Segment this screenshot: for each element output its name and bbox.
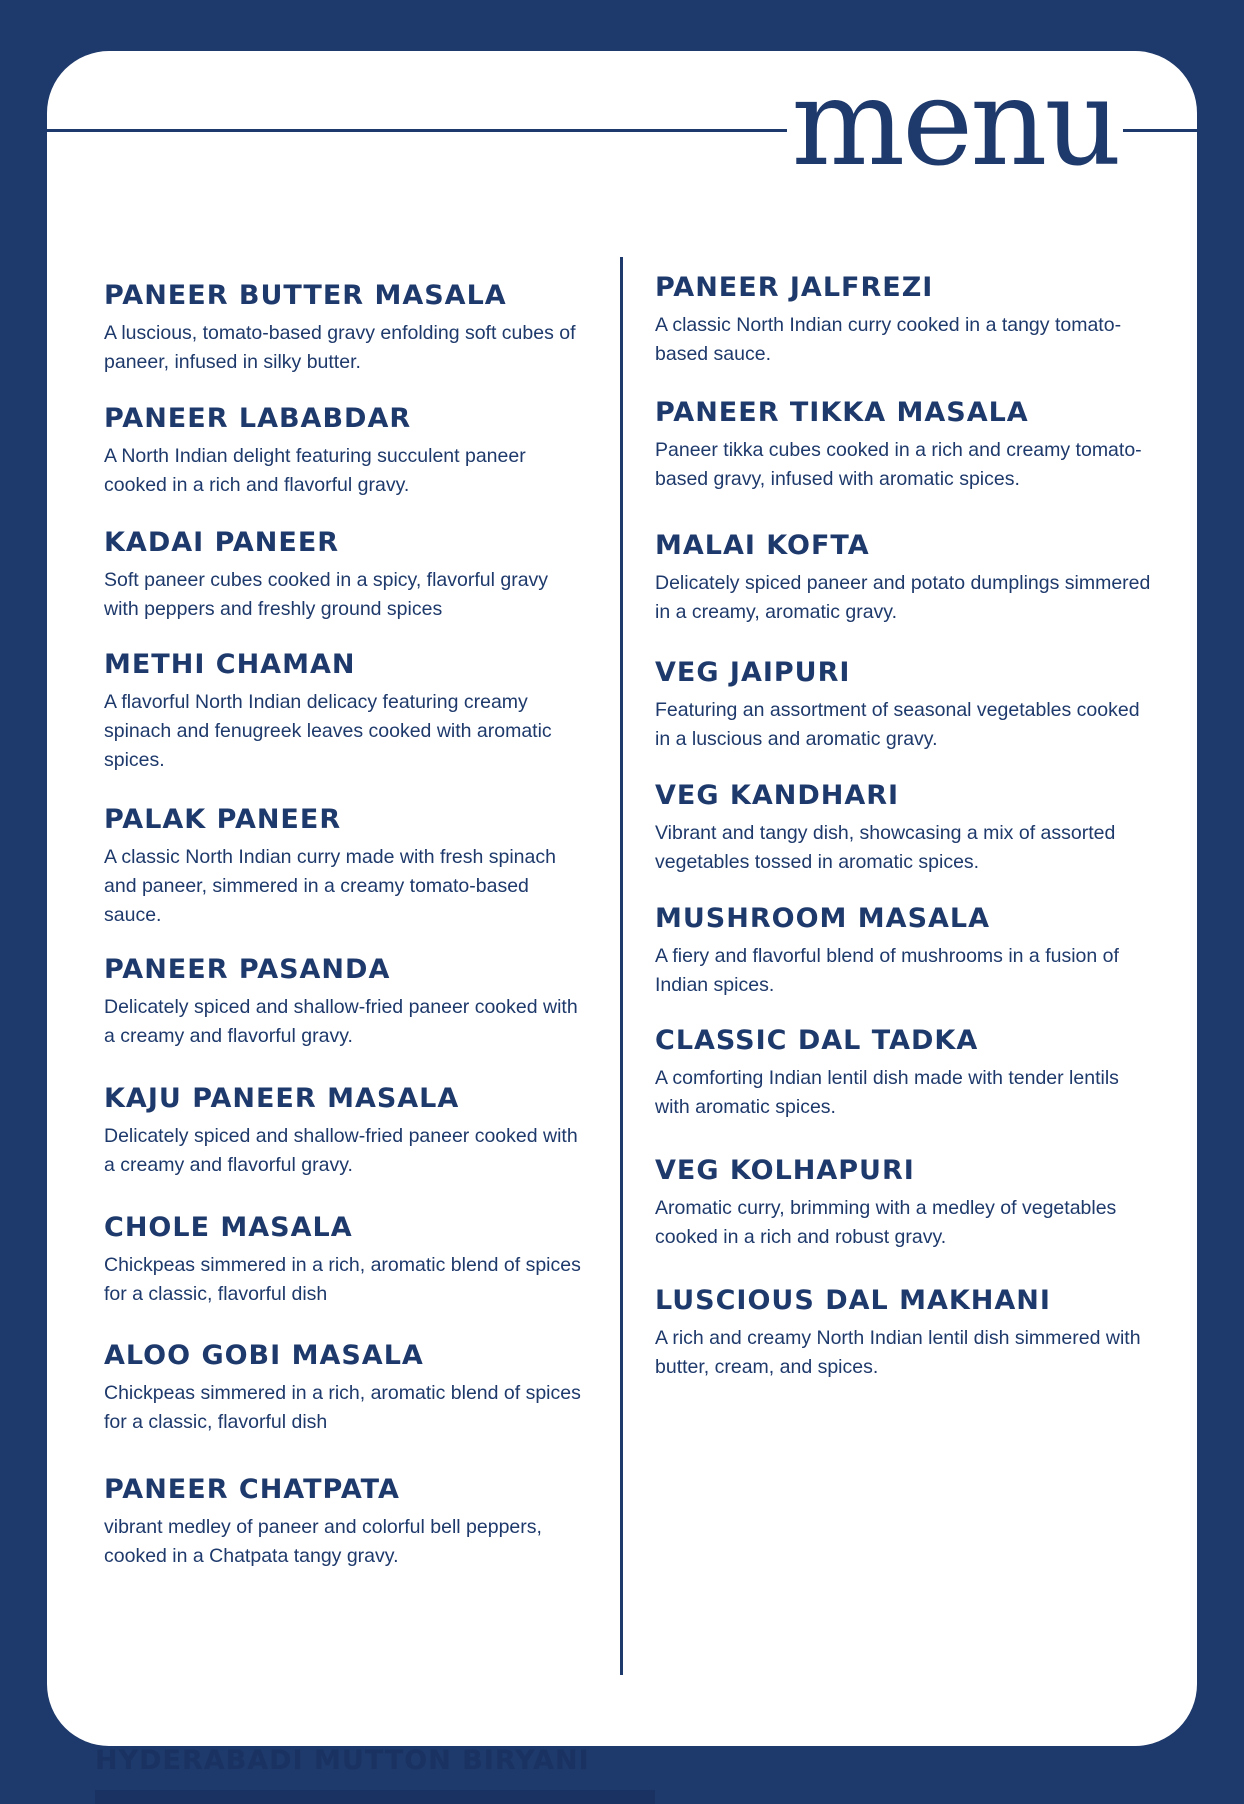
menu-item-description: Featuring an assortment of seasonal vegetables cooked in a luscious and aromatic gravy. <box>655 699 1140 750</box>
menu-item <box>104 1211 584 1309</box>
menu-item <box>655 656 1155 754</box>
menu-item-name: VEG KANDHARI <box>655 780 900 811</box>
menu-item-name: METHI CHAMAN <box>104 649 356 680</box>
menu-item <box>104 1473 584 1571</box>
menu-item <box>655 1154 1155 1252</box>
menu-item <box>655 529 1155 627</box>
menu-item-name: CHOLE MASALA <box>104 1212 353 1243</box>
menu-item-description: Paneer tikka cubes cooked in a rich and creamy tomato-based gravy, infused with aromatic spices. <box>655 439 1142 490</box>
menu-item-name: MUSHROOM MASALA <box>655 903 991 934</box>
menu-item-description: A comforting Indian lentil dish made with tender lentils with aromatic spices. <box>655 1067 1119 1118</box>
menu-item-name: ALOO GOBI MASALA <box>104 1340 424 1371</box>
menu-item <box>655 396 1155 494</box>
menu-item-description: Vibrant and tangy dish, showcasing a mix of assorted vegetables tossed in aromatic spices. <box>655 822 1116 873</box>
title-rule-left <box>47 129 787 132</box>
menu-item-name: PANEER JALFREZI <box>655 272 934 303</box>
menu-item-name: VEG JAIPURI <box>655 657 851 688</box>
title-rule-right <box>1123 129 1197 132</box>
menu-item-description: Aromatic curry, brimming with a medley of vegetables cooked in a rich and robust gravy. <box>655 1197 1117 1248</box>
menu-item-name: PANEER CHATPATA <box>104 1474 400 1505</box>
column-divider <box>620 257 623 1675</box>
menu-item-description: Delicately spiced and shallow-fried paneer cooked with a creamy and flavorful gravy. <box>104 1125 578 1176</box>
menu-item-description: Delicately spiced paneer and potato dumplings simmered in a creamy, aromatic gravy. <box>655 572 1151 623</box>
menu-item-description: Chickpeas simmered in a rich, aromatic blend of spices for a classic, flavorful dish <box>104 1382 581 1433</box>
menu-item-name: MALAI KOFTA <box>655 530 870 561</box>
menu-item-name: PANEER BUTTER MASALA <box>104 280 507 311</box>
menu-item-name: PANEER TIKKA MASALA <box>655 397 1029 428</box>
menu-item <box>104 803 584 930</box>
menu-item-description: A luscious, tomato-based gravy enfolding soft cubes of paneer, infused in silky butter. <box>104 322 576 373</box>
menu-item-description: Soft paneer cubes cooked in a spicy, flavorful gravy with peppers and freshly ground spices <box>104 569 549 620</box>
menu-item <box>104 279 584 377</box>
menu-item-description: vibrant medley of paneer and colorful bell peppers, cooked in a Chatpata tangy gravy. <box>104 1516 542 1567</box>
footer-partial-heading: HYDERABADI MUTTON BIRYANI <box>95 1745 590 1776</box>
menu-item <box>104 526 584 624</box>
menu-item-description: A classic North Indian curry made with fresh spinach and paneer, simmered in a creamy tomato-based sauce. <box>104 846 556 926</box>
menu-item <box>104 1339 584 1437</box>
menu-card <box>47 51 1197 1746</box>
menu-item <box>655 1024 1155 1122</box>
menu-title: menu <box>791 54 1119 193</box>
menu-item-name: CLASSIC DAL TADKA <box>655 1025 979 1056</box>
menu-item-description: A rich and creamy North Indian lentil dish simmered with butter, cream, and spices. <box>655 1327 1141 1378</box>
menu-item-description: Delicately spiced and shallow-fried paneer cooked with a creamy and flavorful gravy. <box>104 996 578 1047</box>
menu-item <box>104 648 584 775</box>
menu-item <box>655 271 1155 369</box>
menu-item-name: PANEER PASANDA <box>104 954 391 985</box>
menu-item-name: KADAI PANEER <box>104 527 340 558</box>
menu-item-name: KAJU PANEER MASALA <box>104 1083 460 1114</box>
menu-item-description: A flavorful North Indian delicacy featuring creamy spinach and fenugreek leaves cooked with aromatic spices. <box>104 691 552 771</box>
menu-item-description: Chickpeas simmered in a rich, aromatic blend of spices for a classic, flavorful dish <box>104 1254 581 1305</box>
menu-item <box>655 1284 1155 1382</box>
menu-item <box>104 1082 584 1180</box>
menu-item <box>655 902 1155 1000</box>
menu-item-name: VEG KOLHAPURI <box>655 1155 915 1186</box>
menu-item-description: A fiery and flavorful blend of mushrooms in a fusion of Indian spices. <box>655 945 1119 996</box>
menu-item <box>655 779 1155 877</box>
menu-item-description: A classic North Indian curry cooked in a tangy tomato-based sauce. <box>655 314 1122 365</box>
menu-item-name: LUSCIOUS DAL MAKHANI <box>655 1285 1051 1316</box>
menu-item <box>104 953 584 1051</box>
menu-item-name: PANEER LABABDAR <box>104 403 412 434</box>
footer-partial-text <box>95 1790 655 1804</box>
menu-item <box>104 402 584 500</box>
menu-item-name: PALAK PANEER <box>104 804 342 835</box>
menu-item-description: A North Indian delight featuring succulent paneer cooked in a rich and flavorful gravy. <box>104 445 526 496</box>
